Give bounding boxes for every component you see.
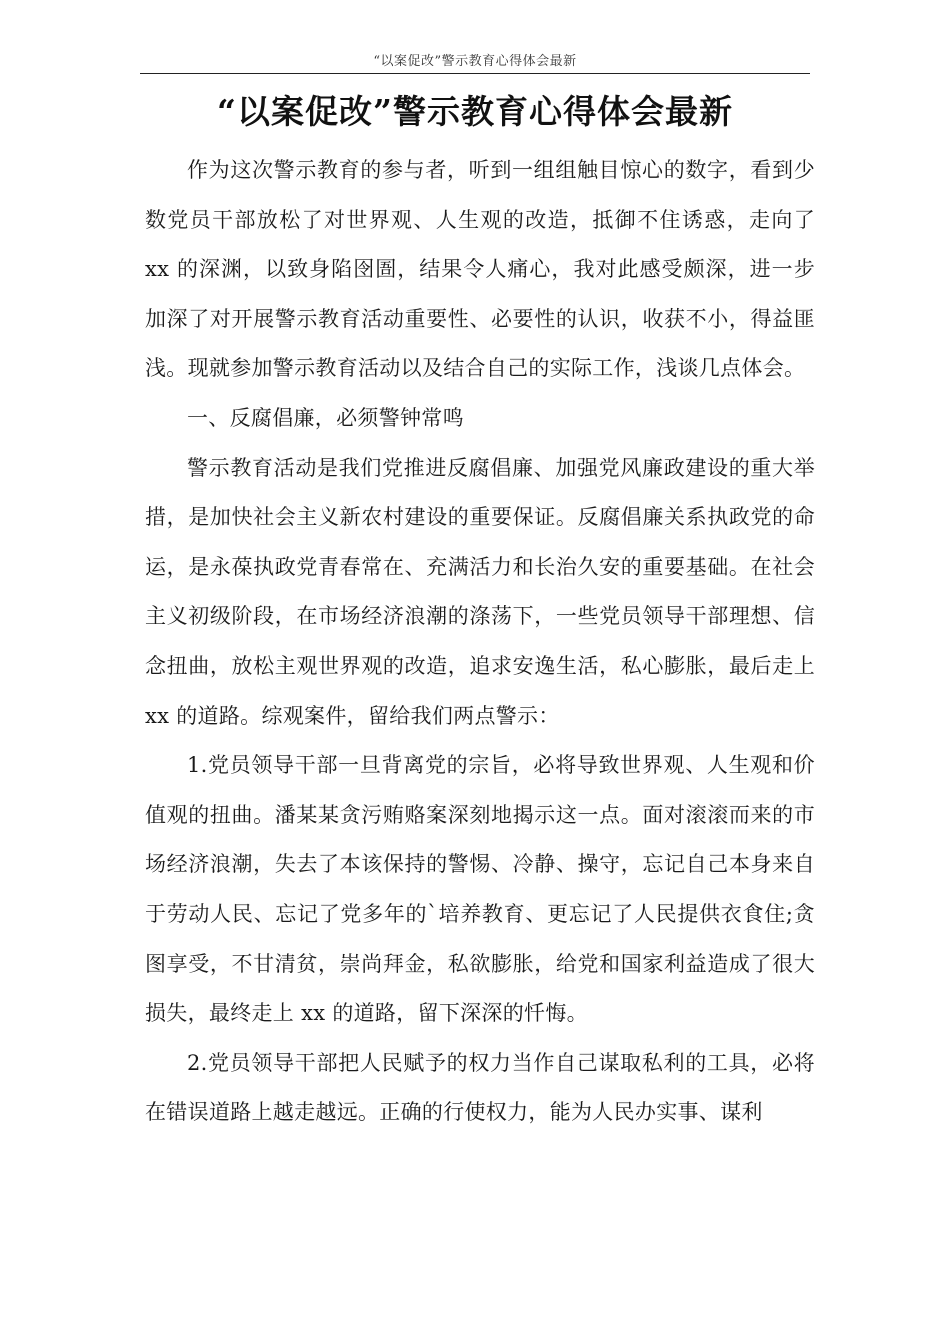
paragraph-section-1: 警示教育活动是我们党推进反腐倡廉、加强党风廉政建设的重大举措，是加快社会主义新农村建设的重要保证。反腐倡廉关系执政党的命运，是永葆执政党青春常在、充满活力和长治久安的重要基础。在社会主义初级阶段，在市场经济浪潮的涤荡下，一些党员领导干部理想、信念扭曲，放松主观世界观的改造，追求安逸生活，私心膨胀，最后走上 xx 的道路。综观案件，留给我们两点警示：: [145, 455, 815, 728]
document-title: “以案促改”警示教育心得体会最新: [217, 92, 733, 131]
paragraph-intro: 作为这次警示教育的参与者，听到一组组触目惊心的数字，看到少数党员干部放松了对世界观、人生观的改造，抵御不住诱惑，走向了 xx 的深渊，以致身陷囹圄，结果令人痛心，我对此感受颇深，进一步加深了对开展警示教育活动重要性、必要性的认识，收获不小，得益匪浅。现就参加警示教育活动以及结合自己的实际工作，浅谈几点体会。: [145, 158, 815, 381]
paragraph-point-2: 2.党员领导干部把人民赋予的权力当作自己谋取私利的工具，必将在错误道路上越走越远。正确的行使权力，能为人民办实事、谋利: [145, 1050, 815, 1125]
section-heading-1: 一、反腐倡廉，必须警钟常鸣: [187, 405, 464, 430]
header-rule: [140, 73, 810, 74]
running-header: “以案促改”警示教育心得体会最新: [373, 54, 577, 69]
document-body: [145, 146, 815, 1138]
paragraph-point-1: 1.党员领导干部一旦背离党的宗旨，必将导致世界观、人生观和价值观的扭曲。潘某某贪污贿赂案深刻地揭示这一点。面对滚滚而来的市场经济浪潮，失去了本该保持的警惕、冷静、操守，忘记自己本身来自于劳动人民、忘记了党多年的`培养教育、更忘记了人民提供衣食住;贪图享受，不甘清贫，崇尚拜金，私欲膨胀，给党和国家利益造成了很大损失，最终走上 xx 的道路，留下深深的忏悔。: [145, 753, 815, 1026]
